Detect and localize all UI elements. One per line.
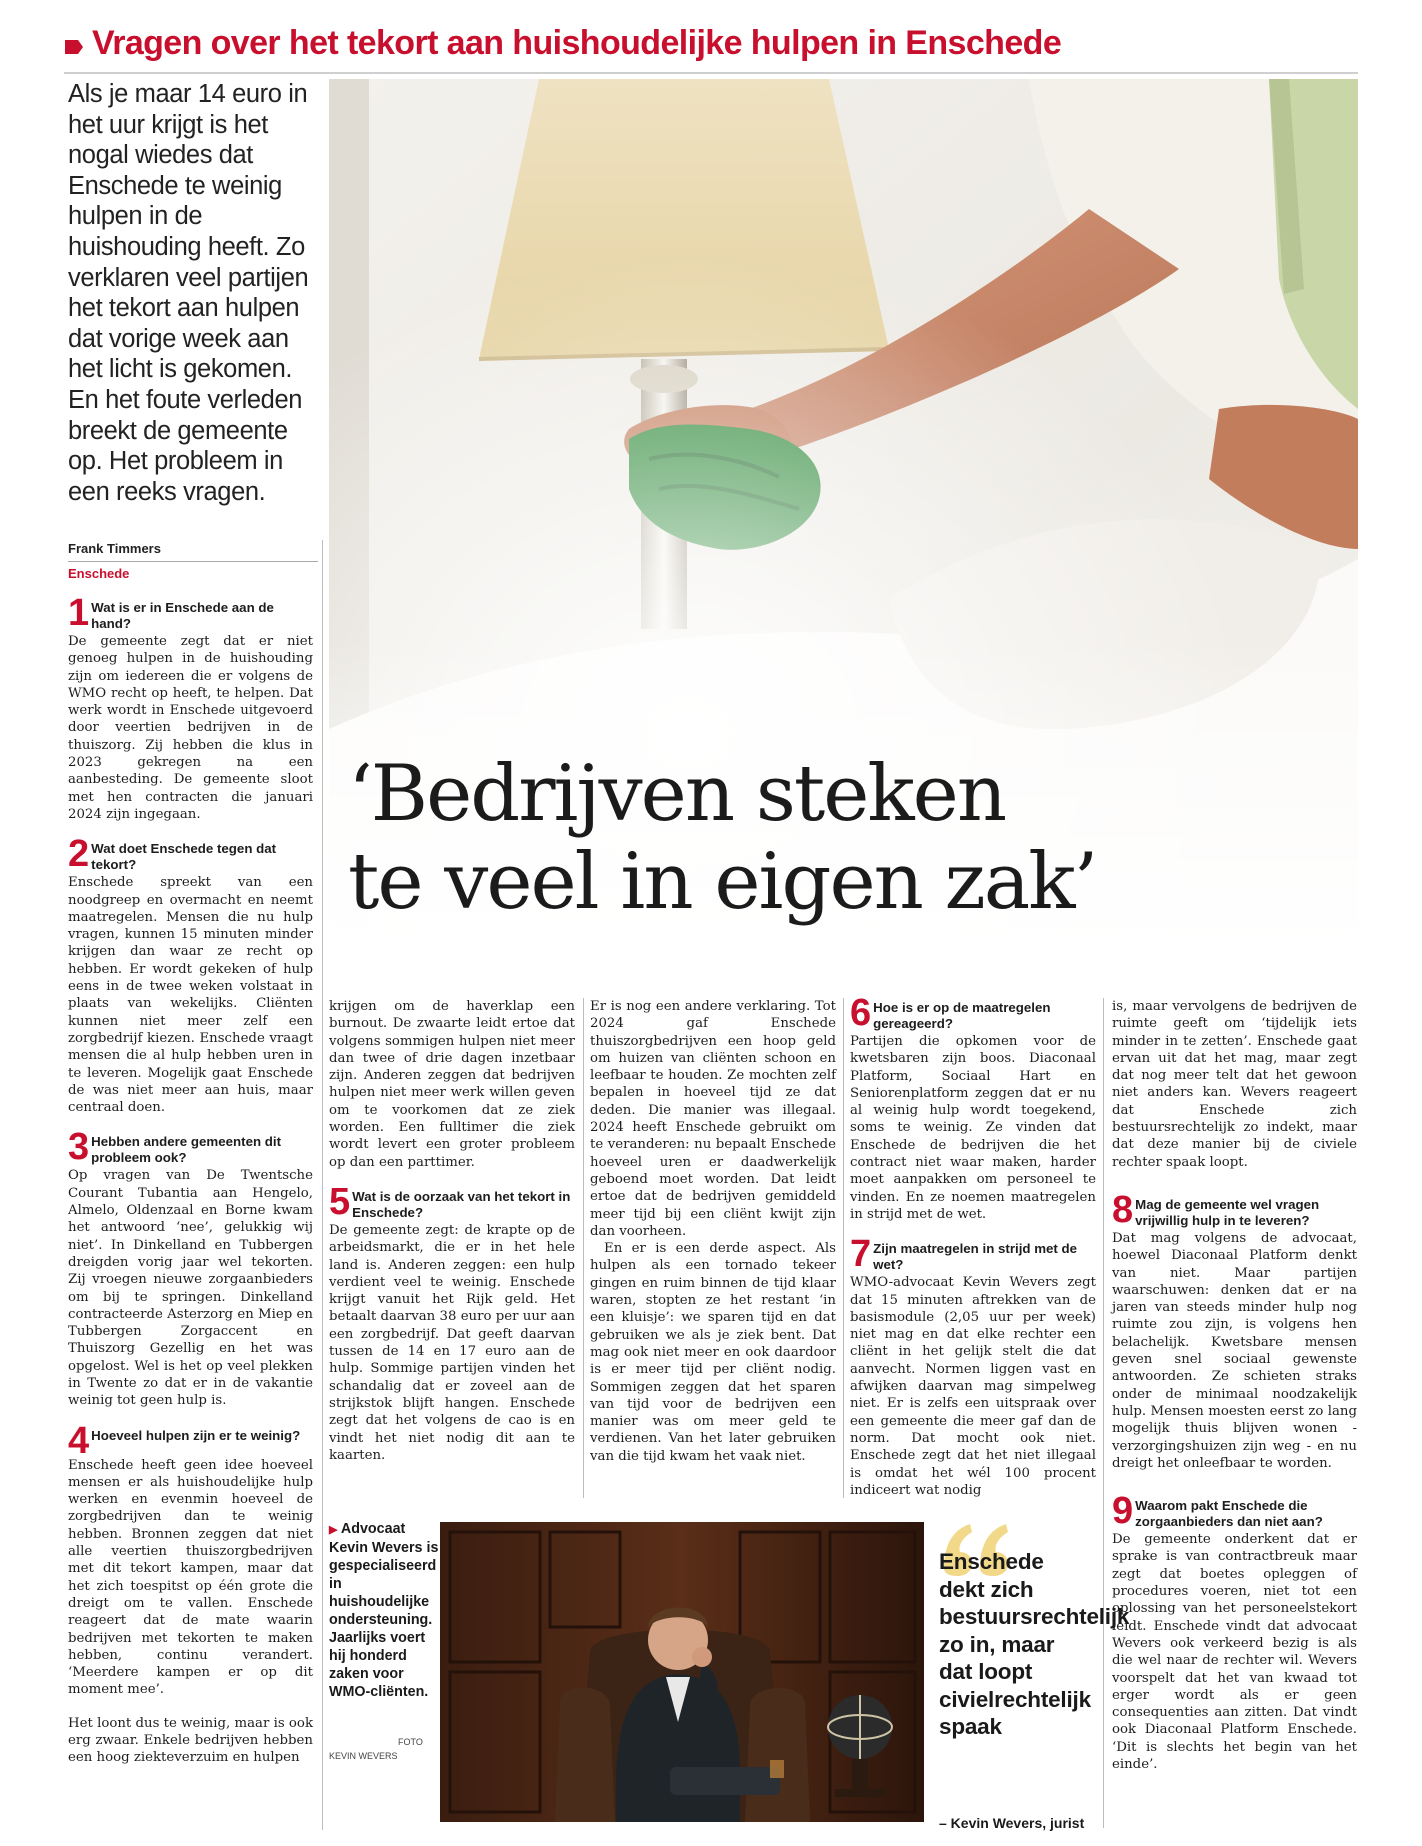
text-column-3 xyxy=(590,998,836,1465)
question-title: Wat is er in Enschede aan de hand? xyxy=(91,600,274,631)
question-heading xyxy=(68,833,313,876)
headline-line-1: ‘Bedrijven steken xyxy=(348,749,1006,839)
question-title: Wat doet Enschede tegen dat tekort? xyxy=(91,841,277,873)
answer-paragraph: is, maar vervolgens de bedrijven de ruimte geeft om ‘tijdelijk iets minder in te zetten’. Enschede gaat ervan uit dat het mag, maar zegt dat nog meer telt dat het gewoon niet anders kan. Wevers reageert dat Enschede zich bestuursrechtelijk zo indekt, maar dat deze manier bij de civiele rechter spaak loopt. xyxy=(1112,999,1357,1170)
question-heading xyxy=(1112,1490,1357,1533)
column-rule xyxy=(843,998,844,1498)
question-number: 3 xyxy=(68,1126,90,1169)
answer-paragraph: De gemeente zegt dat er niet genoeg hulpen in de huishouding zijn om iedereen die er volgens de WMO recht op heeft, te helpen. Dat werk wordt in Enschede uitgevoerd door veertien bedrijven in de thuiszorg. Zij hebben die klus in 2023 gekregen na een aanbesteding. De gemeente sloot met hen contracten die januari 2024 zijn ingegaan. xyxy=(68,634,313,822)
answer-paragraph: De gemeente onderkent dat er sprake is van contractbreuk maar zegt dat boetes opleggen of procedures voeren, niet tot een oplossing van het personeelstekort leidt. Enschede vindt dat advocaat Wevers ook verkeerd bezig is als die wel naar de rechter wil. Wevers voorspelt dat het van kwaad tot erger wordt als er geen consequenties aan zitten. Dat vindt ook Diaconaal Platform Enschede. ‘Dit is slechts het begin van het einde’. xyxy=(1112,1532,1357,1772)
answer-paragraph: Enschede heeft geen idee hoeveel mensen er als huishoudelijke hulp werken en evenmin hoeveel de zorgbedrijven dan te weinig hebben. Bronnen zeggen dat niet alle veertien thuiszorgbedrijven met dit tekort kampen, maar dat het zich toespitst op één grote die dreigt om te vallen. Enschede reageert dat de mate waarin bedrijven met tekorten te maken hebben, continu verandert. ‘Meerdere kampen er op dit moment mee’. xyxy=(68,1457,313,1698)
question-heading xyxy=(329,1180,575,1223)
section-title: Vragen over het tekort aan huishoudelijke hulpen in Enschede xyxy=(92,24,1062,62)
text-column-4 xyxy=(850,992,1096,1499)
red-arrow-flag-icon xyxy=(64,37,84,57)
byline xyxy=(68,541,318,581)
pull-quote-attribution: – Kevin Wevers, jurist xyxy=(939,1815,1085,1831)
intro-text: Als je maar 14 euro in het uur krijgt is het nogal wiedes dat Enschede te weinig hulpen in de huishouding heeft. Zo verklaren veel partijen het tekort aan hulpen dat vorige week aan het licht is gekomen. En het foute verleden breekt de gemeente op. Het probleem in een reeks vragen. xyxy=(68,80,309,506)
text-column-2 xyxy=(329,998,575,1464)
headline-line-2: te veel in eigen zak’ xyxy=(348,837,1097,927)
question-heading xyxy=(850,992,1096,1034)
caption-text: Advocaat Kevin Wevers is gespecialiseerd in huishoudelijke ondersteuning. Jaarlijks voert hij honderd zaken voor WMO-cliënten. xyxy=(329,1521,439,1700)
question-heading xyxy=(68,592,313,634)
answer-paragraph: Er is nog een andere verklaring. Tot 2024 gaf Enschede thuiszorgbedrijven een hoop geld om huizen van cliënten schoon en leefbaar te houden. Ze mochten zelf bepalen in hoeveel tijd ze dat deden. Die manier was illegaal. 2024 heeft Enschede gebruikt om te veranderen: nu bepaalt Enschede hoeveel uren er daadwerkelijk geboend moet worden. Dat leidt ertoe dat de bedrijven gemiddeld meer tijd bij een cliënt kwijt zijn dan voorheen. xyxy=(590,999,836,1239)
byline-rule xyxy=(68,561,318,562)
question-heading xyxy=(850,1233,1096,1276)
lawyer-illustration xyxy=(440,1522,924,1822)
column-rule xyxy=(322,540,323,1830)
question-title: Hoeveel hulpen zijn er te weinig? xyxy=(91,1427,301,1443)
question-number: 8 xyxy=(1112,1188,1134,1231)
question-number: 2 xyxy=(68,833,90,876)
text-column-1 xyxy=(68,592,313,1767)
pull-quote: Enschede dekt zich bestuursrechtelijk zo in, maar dat loopt civielrechtelijk spaak xyxy=(939,1549,1130,1739)
answer-paragraph: krijgen om de haverklap een burnout. De zwaarte leidt ertoe dat volgens sommigen hulpen niet meer dan twee of drie dagen inzetbaar zijn. Anderen zeggen dat bedrijven hulpen niet meer werk willen geven om te voorkomen dat ze ziek worden. Een fulltimer die ziek wordt levert een groter probleem op dan een parttimer. xyxy=(329,999,575,1170)
photo-caption xyxy=(329,1520,439,1701)
red-triangle-icon: ▶ xyxy=(329,1524,338,1536)
answer-paragraph: De gemeente zegt: de krapte op de arbeidsmarkt, die er in het hele land is. Anderen zeggen: een hulp verdient veel te weinig. Enschede krijgt vanuit het Rijk geld. Het betaalt daarvan 38 euro per uur aan een zorgbedrijf. Dat geeft daarvan tussen de 14 en 17 euro aan de hulp. Sommige partijen vinden het schandalig dat er zoveel aan de strijkstok blijft hangen. Enschede zegt dat het volgens de cao is en vindt het niet nodig dit aan te kaarten. xyxy=(329,1222,575,1463)
question-title: Mag de gemeente wel vragen vrijwillig hulp in te leveren? xyxy=(1135,1196,1320,1228)
column-rule xyxy=(1103,998,1104,1828)
answer-paragraph: Het loont dus te weinig, maar is ook erg zwaar. Enkele bedrijven hebben een hoog ziekteverzuim en hulpen xyxy=(68,1715,313,1766)
answer-paragraph: Dat mag volgens de advocaat, hoewel Diaconaal Platform denkt van niet. Maar partijen waarschuwen: denken dat er na jaren van steeds minder hulp nog ruimte zou zijn, is volgens hen belachelijk. Kwetsbare mensen geven snel sociaal gewenste antwoorden. Ze schieten straks onder de minimaal noodzakelijk hulp. Mensen moesten eerst zo lang mogelijk thuis blijven wonen - verzorgingshuizen zijn weg - en nu dreigt het onleefbaar te worden. xyxy=(1112,1230,1357,1471)
answer-paragraph: Enschede spreekt van een noodgreep en overmacht en neemt maatregelen. Mensen die nu hulp vragen, kunnen 15 minuten minder krijgen dan waar ze recht op hebben. Er wordt gekeken of hulp eens in de twee weken volstaat in plaats van wekelijks. Cliënten kunnen niet meer zelf een zorgbedrijf kiezen. Enschede vraagt mensen die al hulp hebben uren in te leveren. Mogelijk gaat Enschede de was niet meer aan huis, maar centraal doen. xyxy=(68,875,313,1116)
photo-credit: KEVIN WEVERS xyxy=(329,1751,398,1761)
question-title: Hebben andere gemeenten dit probleem ook? xyxy=(91,1134,282,1166)
section-header xyxy=(64,24,1364,68)
photo-credit-label: FOTO xyxy=(398,1737,423,1747)
main-headline xyxy=(348,750,1096,926)
question-heading xyxy=(1112,1188,1357,1231)
question-title: Hoe is er op de maatregelen gereageerd? xyxy=(873,1000,1051,1031)
portrait-photo-lawyer xyxy=(440,1522,924,1822)
question-number: 7 xyxy=(850,1233,872,1276)
question-number: 5 xyxy=(329,1180,351,1223)
answer-paragraph: Partijen die opkomen voor de kwetsbaren zijn boos. Diaconaal Platform, Sociaal Hart en Seniorenplatform zeggen dat er nu al weinig hulp wordt toegekend, soms te weinig. Ze vinden dat Enschede de bedrijven die het contract niet waar maken, harder moet aanpakken om personeel te vinden. En ze noemen maatregelen in strijd met de wet. xyxy=(850,1034,1096,1222)
header-rule xyxy=(64,72,1358,74)
text-column-5 xyxy=(1112,998,1357,1773)
question-title: Waarom pakt Enschede die zorgaanbieders dan niet aan? xyxy=(1135,1498,1323,1530)
question-number: 1 xyxy=(68,592,90,634)
question-number: 9 xyxy=(1112,1490,1134,1533)
dateline-location: Enschede xyxy=(68,566,130,581)
column-rule xyxy=(583,998,584,1498)
author-name: Frank Timmers xyxy=(68,541,161,556)
question-heading xyxy=(68,1419,313,1462)
question-title: Wat is de oorzaak van het tekort in Enschede? xyxy=(352,1188,571,1220)
answer-paragraph: Op vragen van De Twentsche Courant Tubantia aan Hengelo, Almelo, Oldenzaal en Borne kwam het antwoord ‘nee’, gelukkig wij niet’. In Dinkelland en Tubbergen dreigden vorig jaar wel tekorten. Zij vroegen nieuwe zorgaanbieders om bij te springen. Dinkelland contracteerde Asterzorg en Miep en Tubbergen Zorgaccent en Thuiszorg Gezellig en het was opgelost. Wel is het op veel plekken in Twente zo dat er in de vakantie weinig tot geen hulp is. xyxy=(68,1168,313,1409)
question-title: Zijn maatregelen in strijd met de wet? xyxy=(873,1241,1078,1273)
answer-paragraph: WMO-advocaat Kevin Wevers zegt dat 15 minuten aftrekken van de basismodule (2,05 uur per week) niet mag en dat elke rechter een cliënt in het gelijk stelt die dat aanvecht. Normen liggen vast en afwijken daarvan mag simpelweg niet. Er is zelfs een uitspraak over een gemeente die meer gaf dan de norm. Dat mocht ook niet. Enschede zegt dat het niet illegaal is omdat het wél 100 procent indiceert wat nodig xyxy=(850,1275,1096,1498)
question-number: 6 xyxy=(850,992,872,1034)
question-number: 4 xyxy=(68,1419,90,1462)
question-heading xyxy=(68,1126,313,1169)
answer-paragraph: En er is een derde aspect. Als hulpen als een tornado tekeer gingen en ruim binnen de tijd klaar waren, stopten ze het restant ‘in een kluisje’: we sparen tijd en dat gebruiken we als je ziek bent. Dat mag ook niet meer en ook daardoor is er meer tijd per cliënt nodig. Sommigen zeggen dat het sparen van tijd voor de bedrijven een manier was om meer geld te verdienen. Van het later gebruiken van die tijd kwam het vaak niet. xyxy=(590,1241,836,1464)
